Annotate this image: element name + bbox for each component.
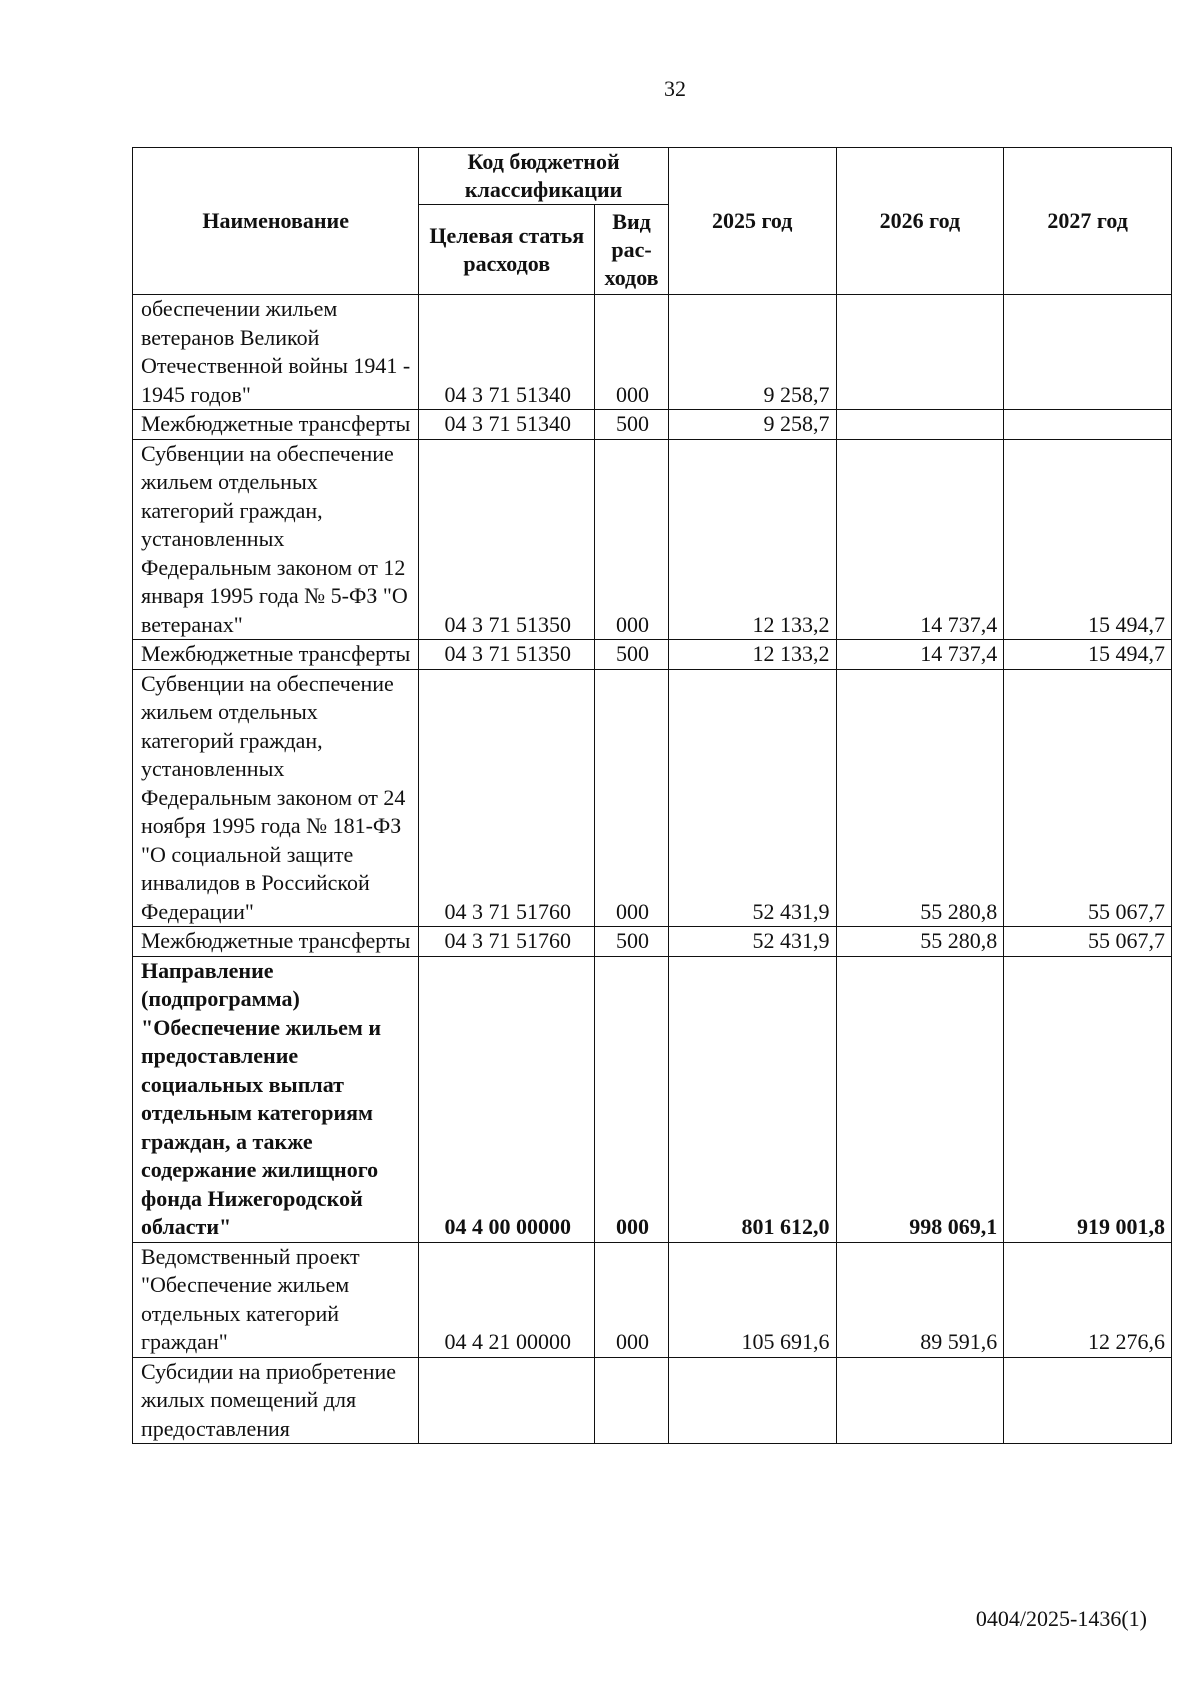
row-value-2025-cell: 12 133,2 xyxy=(668,640,836,670)
header-expense-type-line: рас- xyxy=(611,236,652,262)
row-value-2026-cell: 14 737,4 xyxy=(836,640,1004,670)
header-year-2026: 2026 год xyxy=(836,148,1004,295)
row-value-2025-cell: 52 431,9 xyxy=(668,927,836,957)
header-expense-type xyxy=(595,205,669,295)
table-row xyxy=(133,669,1172,927)
row-expense-type-cell: 500 xyxy=(595,927,669,957)
row-code-cell: 04 3 71 51340 xyxy=(419,295,595,410)
row-value-2026-cell: 998 069,1 xyxy=(836,956,1004,1242)
row-name-cell: Межбюджетные трансферты xyxy=(133,927,419,957)
row-name-cell: Субсидии на приобретение жилых помещений для предоставления xyxy=(133,1357,419,1444)
row-value-2026-cell xyxy=(836,1357,1004,1444)
row-name-cell: Межбюджетные трансферты xyxy=(133,410,419,440)
row-value-2027-cell xyxy=(1004,295,1172,410)
row-code-cell: 04 3 71 51760 xyxy=(419,927,595,957)
row-value-2025-cell: 9 258,7 xyxy=(668,295,836,410)
row-code-cell xyxy=(419,1357,595,1444)
row-value-2026-cell: 55 280,8 xyxy=(836,927,1004,957)
page-number: 32 xyxy=(664,76,686,101)
row-name-cell: Межбюджетные трансферты xyxy=(133,640,419,670)
row-value-2025-cell: 12 133,2 xyxy=(668,439,836,640)
table-row xyxy=(133,410,1172,440)
table-body xyxy=(133,295,1172,1444)
row-code-cell: 04 3 71 51350 xyxy=(419,640,595,670)
table-row xyxy=(133,956,1172,1242)
table-row xyxy=(133,439,1172,640)
row-value-2027-cell: 15 494,7 xyxy=(1004,439,1172,640)
row-value-2026-cell: 14 737,4 xyxy=(836,439,1004,640)
header-expense-type-line: ходов xyxy=(604,264,659,290)
row-expense-type-cell: 500 xyxy=(595,640,669,670)
row-expense-type-cell xyxy=(595,1357,669,1444)
row-expense-type-cell: 000 xyxy=(595,956,669,1242)
row-name-cell: Ведомственный проект "Обеспечение жильем отдельных категорий граждан" xyxy=(133,1242,419,1357)
row-value-2027-cell: 12 276,6 xyxy=(1004,1242,1172,1357)
table-row xyxy=(133,1357,1172,1444)
header-name: Наименование xyxy=(133,148,419,295)
table-row xyxy=(133,640,1172,670)
row-value-2025-cell: 801 612,0 xyxy=(668,956,836,1242)
row-value-2027-cell: 55 067,7 xyxy=(1004,927,1172,957)
row-name-cell: Субвенции на обеспечение жильем отдельных категорий граждан, установленных Федеральным законом от 24 ноября 1995 года № 181-ФЗ "О социальной защите инвалидов в Российской Федерации" xyxy=(133,669,419,927)
row-value-2026-cell: 55 280,8 xyxy=(836,669,1004,927)
row-value-2027-cell xyxy=(1004,410,1172,440)
table-row xyxy=(133,1242,1172,1357)
row-code-cell: 04 3 71 51340 xyxy=(419,410,595,440)
row-code-cell: 04 3 71 51760 xyxy=(419,669,595,927)
row-value-2027-cell xyxy=(1004,1357,1172,1444)
header-year-2025: 2025 год xyxy=(668,148,836,295)
row-value-2027-cell: 919 001,8 xyxy=(1004,956,1172,1242)
header-code-group: Код бюджетной классификации xyxy=(419,148,669,205)
row-code-cell: 04 4 21 00000 xyxy=(419,1242,595,1357)
row-name-cell: Субвенции на обеспечение жильем отдельных категорий граждан, установленных Федеральным законом от 12 января 1995 года № 5-ФЗ "О ветеранах" xyxy=(133,439,419,640)
table-row xyxy=(133,295,1172,410)
row-name-cell: обеспечении жильем ветеранов Великой Отечественной войны 1941 - 1945 годов" xyxy=(133,295,419,410)
row-expense-type-cell: 000 xyxy=(595,669,669,927)
row-value-2027-cell: 55 067,7 xyxy=(1004,669,1172,927)
row-value-2025-cell: 52 431,9 xyxy=(668,669,836,927)
row-value-2026-cell xyxy=(836,410,1004,440)
row-value-2026-cell: 89 591,6 xyxy=(836,1242,1004,1357)
row-code-cell: 04 4 00 00000 xyxy=(419,956,595,1242)
row-code-cell: 04 3 71 51350 xyxy=(419,439,595,640)
header-year-2027: 2027 год xyxy=(1004,148,1172,295)
row-value-2026-cell xyxy=(836,295,1004,410)
row-value-2025-cell xyxy=(668,1357,836,1444)
row-expense-type-cell: 000 xyxy=(595,1242,669,1357)
row-value-2027-cell: 15 494,7 xyxy=(1004,640,1172,670)
row-value-2025-cell: 105 691,6 xyxy=(668,1242,836,1357)
header-expense-type-line: Вид xyxy=(612,208,651,234)
table-row xyxy=(133,927,1172,957)
header-target-item: Целевая статья расходов xyxy=(419,205,595,295)
row-expense-type-cell: 000 xyxy=(595,439,669,640)
row-value-2025-cell: 9 258,7 xyxy=(668,410,836,440)
row-expense-type-cell: 000 xyxy=(595,295,669,410)
document-id: 0404/2025-1436(1) xyxy=(975,1606,1147,1631)
row-name-cell: Направление (подпрограмма) "Обеспечение жильем и предоставление социальных выплат отдельным категориям граждан, а также содержание жилищного фонда Нижегородской области" xyxy=(133,956,419,1242)
table-header xyxy=(133,148,1172,295)
budget-table xyxy=(132,147,1172,1444)
row-expense-type-cell: 500 xyxy=(595,410,669,440)
